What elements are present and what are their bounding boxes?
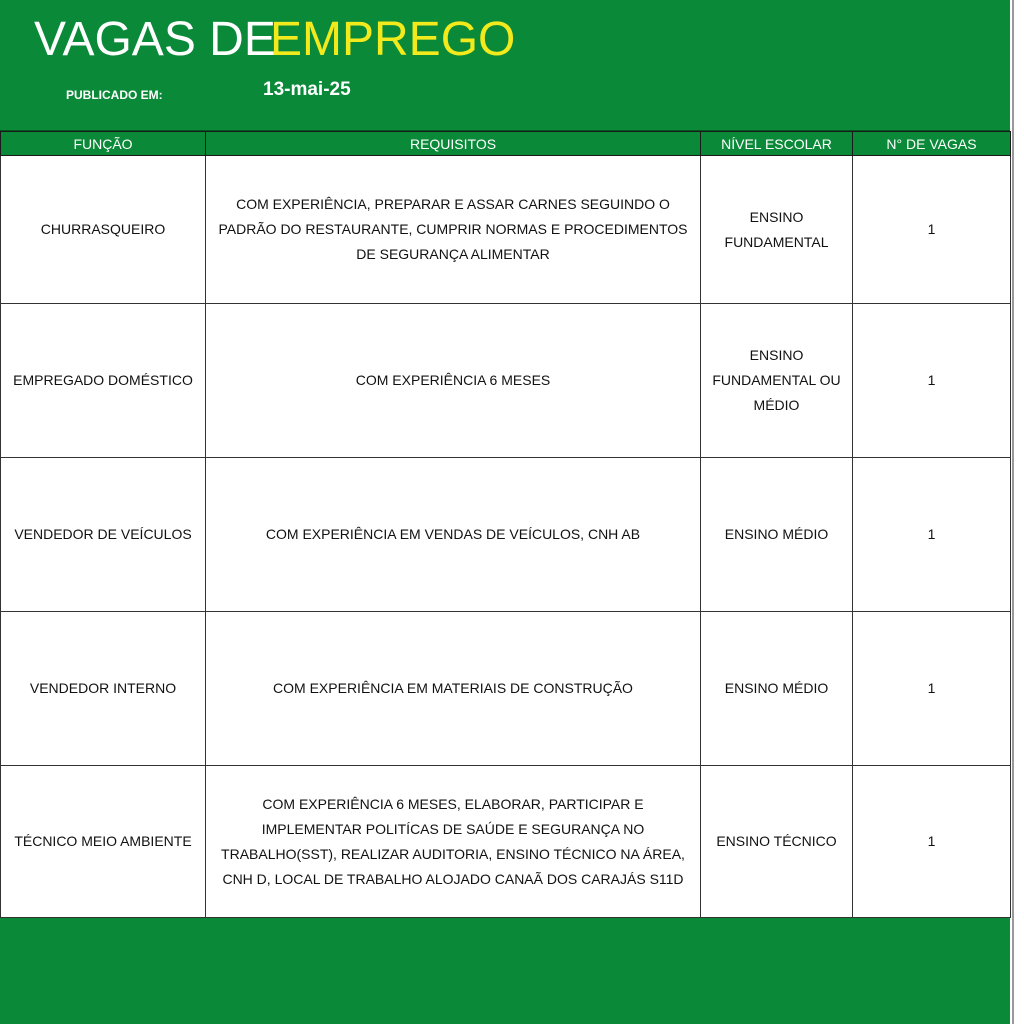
table-row	[1, 612, 1011, 766]
cell-vagas: 1	[853, 304, 1011, 458]
cell-funcao: TÉCNICO MEIO AMBIENTE	[1, 766, 206, 918]
cell-nivel-escolar: ENSINO MÉDIO	[701, 458, 853, 612]
table-header-row	[1, 132, 1011, 156]
cell-requisitos: COM EXPERIÊNCIA, PREPARAR E ASSAR CARNES SEGUINDO O PADRÃO DO RESTAURANTE, CUMPRIR NORMAS E PROCEDIMENTOS DE SEGURANÇA ALIMENTAR	[206, 156, 701, 304]
cell-nivel-escolar: ENSINO FUNDAMENTAL OU MÉDIO	[701, 304, 853, 458]
cell-nivel-escolar: ENSINO MÉDIO	[701, 612, 853, 766]
header-banner	[0, 0, 1010, 132]
table-row	[1, 156, 1011, 304]
cell-vagas: 1	[853, 458, 1011, 612]
cell-vagas: 1	[853, 156, 1011, 304]
table-row	[1, 766, 1011, 918]
cell-vagas: 1	[853, 612, 1011, 766]
published-date: 13-mai-25	[263, 79, 351, 100]
table-row	[1, 304, 1011, 458]
cell-nivel-escolar: ENSINO TÉCNICO	[701, 766, 853, 918]
cell-funcao: VENDEDOR DE VEÍCULOS	[1, 458, 206, 612]
cell-requisitos: COM EXPERIÊNCIA EM MATERIAIS DE CONSTRUÇÃO	[206, 612, 701, 766]
cell-funcao: CHURRASQUEIRO	[1, 156, 206, 304]
cell-funcao: EMPREGADO DOMÉSTICO	[1, 304, 206, 458]
cell-vagas: 1	[853, 766, 1011, 918]
published-label: PUBLICADO EM:	[66, 88, 163, 102]
page-edge-divider	[1012, 0, 1014, 1024]
column-header-vagas: N° DE VAGAS	[853, 132, 1011, 156]
cell-requisitos: COM EXPERIÊNCIA EM VENDAS DE VEÍCULOS, CNH AB	[206, 458, 701, 612]
cell-nivel-escolar: ENSINO FUNDAMENTAL	[701, 156, 853, 304]
title-vagas-de: VAGAS DE	[34, 13, 276, 66]
jobs-table	[0, 131, 1011, 918]
column-header-funcao: FUNÇÃO	[1, 132, 206, 156]
table-row	[1, 458, 1011, 612]
cell-requisitos: COM EXPERIÊNCIA 6 MESES	[206, 304, 701, 458]
footer-banner	[0, 918, 1010, 1024]
column-header-requisitos: REQUISITOS	[206, 132, 701, 156]
cell-funcao: VENDEDOR INTERNO	[1, 612, 206, 766]
title-emprego: EMPREGO	[270, 13, 516, 66]
cell-requisitos: COM EXPERIÊNCIA 6 MESES, ELABORAR, PARTICIPAR E IMPLEMENTAR POLITÍCAS DE SAÚDE E SEGURANÇA NO TRABALHO(SST), REALIZAR AUDITORIA, ENSINO TÉCNICO NA ÁREA, CNH D, LOCAL DE TRABALHO ALOJADO CANAÃ DOS CARAJÁS S11D	[206, 766, 701, 918]
column-header-nivel-escolar: NÍVEL ESCOLAR	[701, 132, 853, 156]
